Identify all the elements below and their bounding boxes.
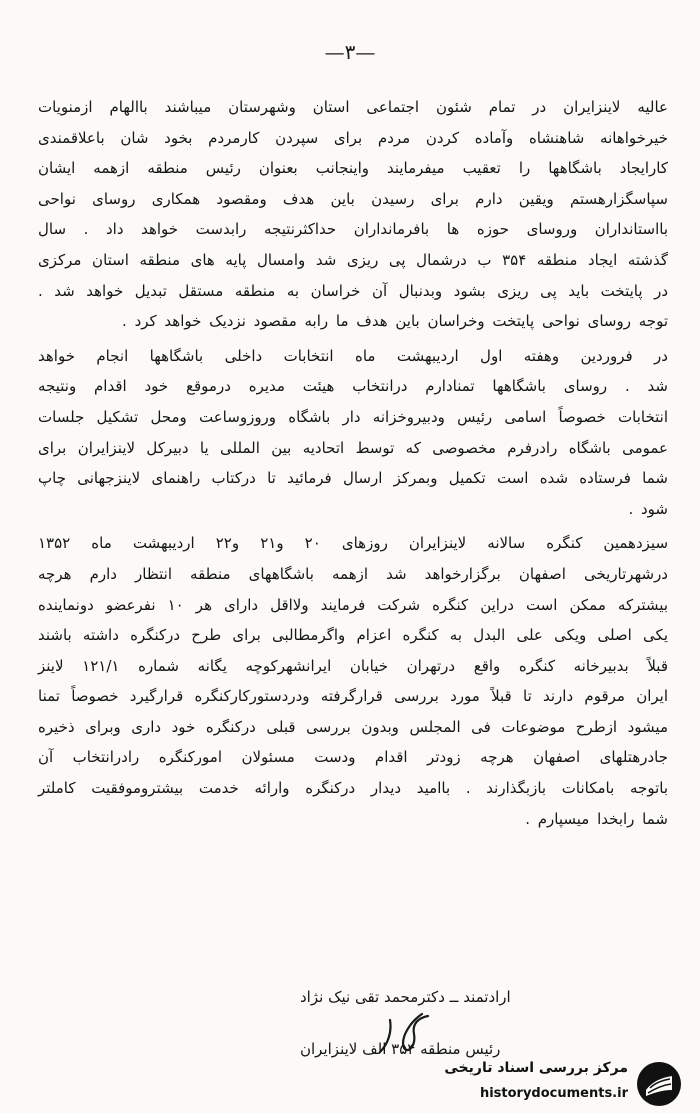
document-line: یکی اصلی ویکی علی البدل به کنگره اعزام واگرمطالبی برای طرح درکنگره داشته باشند [38, 626, 668, 645]
archive-watermark [440, 1058, 690, 1110]
document-line: بیشترکه ممکن است دراین کنگره شرکت فرمایند ولااقل دارای هر ۱۰ نفرعضو دونماینده [38, 595, 668, 614]
page-number: —٣— [324, 40, 376, 64]
document-line: در پایتخت باید پی ریزی بشود وبدنبال آن خراسان به منطقه مستقل تبدیل خواهد شد . [38, 281, 668, 300]
document-line: شما فرستاده شده است تکمیل وبمرکز ارسال فرمائید تا درکتاب راهنمای لاینزجهانی چاپ [38, 469, 668, 488]
document-line: بااستانداران وروسای حوزه ها بافرمانداران حداکثرنتیجه رابدست خواهد داد . سال [38, 220, 668, 239]
document-line: قبلاً بدبیرخانه کنگره واقع درتهران خیابان ایرانشهرکوچه یگانه شماره ۱۲۱/۱ لاینز [38, 656, 668, 675]
watermark-org-name: مرکز بررسی اسناد تاریخی [444, 1060, 628, 1076]
document-line: درشهرتاریخی اصفهان برگزارخواهد شد ازهمه باشگاههای منطقه انتظار دارم هرچه [38, 564, 668, 583]
document-line: شما رابخدا میسپارم . [525, 809, 668, 828]
document-body [38, 92, 668, 834]
document-line: گذشته ایجاد منطقه ۳۵۴ ب درشمال پی ریزی شد وامسال پایه های منطقه استان مرکزی [38, 250, 668, 269]
document-line: در فروردین وهفته اول اردیبهشت ماه انتخابات داخلی باشگاهها انجام خواهد [38, 346, 668, 365]
document-line: خیرخواهانه شاهنشاه وآماده کردن مردم برای سپردن کارمردم بخود شان باعلاقمندی [38, 128, 668, 147]
document-line: عمومی باشگاه رادرفرم مخصوصی که توسط اتحادیه بین المللی یا دبیرکل لاینزایران برای [38, 438, 668, 457]
document-line: توجه روسای نواحی پایتخت وخراسان باین هدف ما رابه مقصود نزدیک خواهد کرد . [122, 312, 668, 331]
document-line: باتوجه بامکانات بازبگذارند . باامید دیدار درکنگره وارائه خدمت بیشتروموفقیت کاملتر [38, 779, 668, 798]
signer-title: رئیس منطقه ۳۵۴ الف لاینزایران [300, 1040, 501, 1058]
document-line: کارایجاد باشگاهها را تعقیب میفرمایند واینجانب بعنوان رئیس منطقه ازهمه ایشان [38, 159, 668, 178]
watermark-url: historydocuments.ir [479, 1086, 628, 1101]
document-line: عالیه لاینزایران در تمام شئون اجتماعی استان وشهرستان میباشند باالهام ازمنویات [38, 98, 668, 116]
document-line: ایران مرقوم دارند تا قبلاً مورد بررسی قرارگرفته ودردستورکارکنگره قرارگیرد خصوصاً تمنا [38, 687, 668, 706]
document-line: انتخابات خصوصاً اسامی رئیس ودبیروخزانه دار باشگاه وروزوساعت ومحل تشکیل جلسات [38, 407, 668, 426]
closing-line: ارادتمند ــ دکترمحمد تقی نیک نژاد [300, 988, 511, 1006]
document-line: سیزدهمین کنگره سالانه لاینزایران روزهای ۲۰ و۲۱ و۲۲ اردیبهشت ماه ۱۳۵۲ [38, 534, 669, 553]
document-line: جادرهتلهای اصفهان هرچه زودتر اقدام ودست مسئولان امورکنگره رادرانتخاب آن [38, 748, 668, 767]
document-line: سپاسگزارهستم ویقین دارم برای رسیدن باین هدف ومقصود همکاری روسای نواحی [38, 189, 668, 208]
document-line: میشود ازطرح موضوعات فی المجلس وبدون بررسی قبلی درکنگره خود داری وبرای ذخیره [38, 717, 668, 736]
book-logo-icon [634, 1060, 684, 1108]
document-line: شود . [628, 499, 668, 518]
document-line: شد . روسای باشگاهها تمنادارم درانتخاب هیئت مدیره درموقع خود اقدام ونتیجه [38, 377, 668, 396]
